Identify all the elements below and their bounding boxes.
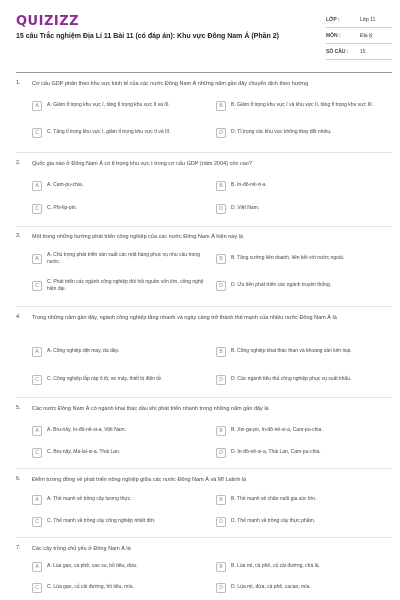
option-text: A. Bru-nây, In-đô-nê-xi-a, Việt Nam. [47, 427, 127, 434]
meta-row-subject [326, 28, 392, 44]
option-letter-badge: A [32, 495, 42, 505]
option-b[interactable] [216, 423, 388, 438]
option-a[interactable] [32, 423, 204, 438]
page-header [0, 0, 400, 70]
option-text: D. Tỉ trọng các khu vực không thay đổi nhiều. [231, 129, 332, 136]
option-c[interactable] [32, 445, 204, 460]
option-text: C. Thế mạnh về trồng cây công nghiệp nhiệt đới. [47, 518, 156, 525]
meta-key: MÔN : [326, 32, 341, 39]
option-letter-badge: A [32, 347, 42, 357]
option-d[interactable] [216, 580, 388, 595]
option-d[interactable] [216, 445, 388, 460]
option-letter-badge: D [216, 448, 226, 458]
option-text: C. Bru-nây, Ma-lai-xi-a, Thái Lan. [47, 449, 121, 456]
option-letter-badge: A [32, 101, 42, 111]
option-letter-badge: B [216, 347, 226, 357]
option-text: A. Giảm tỉ trọng khu vực I, tăng tỉ trọng khu vực II và III. [47, 102, 170, 109]
option-letter-badge: A [32, 562, 42, 572]
option-text: A. Cam-pu-chia. [47, 182, 84, 189]
option-letter-badge: B [216, 101, 226, 111]
option-c[interactable] [32, 201, 204, 216]
option-d[interactable] [216, 125, 388, 140]
option-text: D. Các ngành tiểu thủ công nghiệp phục vụ xuất khẩu. [231, 376, 352, 383]
question-text: Trong những năm gần đây, ngành công nghiệp tăng nhanh và ngày càng trở thành thế mạnh của nhiều nước Đông Nam Á là [32, 315, 337, 321]
option-letter-badge: A [32, 254, 42, 264]
option-text: D. In-đô-nê-xi-a, Thái Lan, Cam-pu-chia. [231, 449, 321, 456]
question-divider [16, 397, 392, 398]
question-number: 7. [16, 545, 21, 551]
option-letter-badge: B [216, 562, 226, 572]
question-text: Điểm tương đồng về phát triển nông nghiệp giữa các nước Đông Nam Á và Mĩ Latinh là [32, 477, 247, 483]
option-b[interactable] [216, 492, 388, 507]
option-letter-badge: C [32, 128, 42, 138]
option-letter-badge: C [32, 281, 42, 291]
header-rule [16, 72, 392, 73]
option-text: C. Tăng tỉ trọng khu vực I, giảm tỉ trọng khu vực II và III. [47, 129, 171, 136]
option-text: B. In-đô-nê-xi-a. [231, 182, 267, 189]
question-number: 3. [16, 233, 21, 239]
question-divider [16, 152, 392, 153]
meta-table [326, 12, 392, 60]
option-c[interactable] [32, 125, 204, 140]
option-text: B. Công nghiệp khai thác than và khoáng sản kim loại. [231, 348, 352, 355]
option-b[interactable] [216, 559, 388, 574]
option-letter-badge: C [32, 517, 42, 527]
option-d[interactable] [216, 201, 388, 216]
option-letter-badge: D [216, 128, 226, 138]
option-text: C. Lúa gạo, củ cải đường, hồ tiêu, mía. [47, 584, 134, 591]
meta-key: LỚP : [326, 16, 340, 23]
question-number: 6. [16, 476, 21, 482]
question-text: Các nước Đông Nam Á có ngành khai thác dầu khí phát triển nhanh trong những năm gần đây là [32, 406, 269, 412]
option-text: A. Chú trọng phát triển sản xuất các mặt hàng phục vụ nhu cầu trong nước. [47, 252, 200, 265]
meta-row-class [326, 12, 392, 28]
option-text: B. Giảm tỉ trọng khu vực I và khu vực II, tăng tỉ trọng khu vực III. [231, 102, 374, 109]
option-text: B. Tăng cường liên doanh, liên kết với nước ngoài. [231, 255, 345, 262]
option-b[interactable] [216, 251, 388, 266]
option-letter-badge: D [216, 517, 226, 527]
meta-value: 15 [360, 48, 366, 55]
option-text: C. Phát triển các ngành công nghiệp đòi hỏi nguồn vốn lớn, công nghệ hiện đại. [47, 279, 204, 292]
option-c[interactable] [32, 514, 204, 529]
question-text: Một trong những hướng phát triển công nghiệp của các nước Đông Nam Á hiện nay là [32, 234, 243, 240]
question-divider [16, 226, 392, 227]
option-c[interactable] [32, 580, 204, 595]
option-text: D. Lúa mì, dừa, cà phê, cacao, mía. [231, 584, 311, 591]
option-c[interactable] [32, 372, 204, 387]
question-divider [16, 306, 392, 307]
option-text: A. Thế mạnh về trồng cây lương thực. [47, 496, 132, 503]
option-b[interactable] [216, 344, 388, 359]
option-c[interactable] [32, 278, 204, 293]
option-letter-badge: D [216, 204, 226, 214]
option-letter-badge: C [32, 204, 42, 214]
meta-key: SỐ CÂU : [326, 48, 349, 55]
option-letter-badge: C [32, 583, 42, 593]
option-letter-badge: D [216, 375, 226, 385]
option-a[interactable] [32, 559, 204, 574]
option-text: B. Thế mạnh về chăn nuôi gia súc lớn. [231, 496, 317, 503]
option-b[interactable] [216, 98, 388, 113]
option-d[interactable] [216, 278, 388, 293]
question-divider [16, 468, 392, 469]
option-d[interactable] [216, 372, 388, 387]
option-letter-badge: A [32, 426, 42, 436]
question-number: 1. [16, 80, 21, 86]
option-letter-badge: C [32, 375, 42, 385]
option-a[interactable] [32, 178, 204, 193]
option-text: D. Thế mạnh về trồng cây thực phẩm. [231, 518, 316, 525]
option-d[interactable] [216, 514, 388, 529]
meta-row-count [326, 44, 392, 60]
option-letter-badge: D [216, 281, 226, 291]
question-number: 2. [16, 160, 21, 166]
option-letter-badge: B [216, 254, 226, 264]
option-text: D. Ưu tiên phát triển các ngành truyền thống. [231, 282, 332, 289]
option-a[interactable] [32, 251, 204, 266]
question-divider [16, 537, 392, 538]
page-title: 15 câu Trắc nghiệm Địa Lí 11 Bài 11 (có đáp án): Khu vực Đông Nam Á (Phần 2) [16, 33, 279, 40]
option-b[interactable] [216, 178, 388, 193]
question-number: 4. [16, 314, 21, 320]
option-letter-badge: A [32, 181, 42, 191]
option-text: B. Lúa mì, cà phê, củ cải đường, chà là. [231, 563, 320, 570]
option-letter-badge: B [216, 181, 226, 191]
option-text: B. Xin-ga-po, In-đô-nê-xi-a, Cam-pu-chia. [231, 427, 323, 434]
question-text: Cơ cấu GDP phân theo khu vực kinh tế của các nước Đông Nam Á những năm gần đây chuyển dịch theo hướng [32, 81, 309, 87]
option-letter-badge: C [32, 448, 42, 458]
quizizz-logo: QUIZIZZ [16, 14, 80, 29]
option-text: D. Việt Nam. [231, 205, 260, 212]
option-text: C. Công nghiệp lắp ráp ô tô, xe máy, thiết bị điện tử. [47, 376, 163, 383]
option-a[interactable] [32, 492, 204, 507]
question-text: Quốc gia nào ở Đông Nam Á có tỉ trọng khu vực I trong cơ cấu GDP (năm 2004) còn cao? [32, 161, 252, 167]
option-letter-badge: B [216, 495, 226, 505]
meta-value: Lớp 11 [360, 16, 376, 23]
question-text: Các cây trồng chủ yếu ở Đông Nam Á là [32, 546, 131, 552]
option-text: A. Lúa gạo, cà phê, cao su, hồ tiêu, dừa. [47, 563, 138, 570]
option-a[interactable] [32, 98, 204, 113]
option-text: A. Công nghiệp dệt may, da dày. [47, 348, 120, 355]
option-text: C. Phi-lip-pin. [47, 205, 78, 212]
option-a[interactable] [32, 344, 204, 359]
question-number: 5. [16, 405, 21, 411]
meta-value: Địa lý [360, 32, 373, 39]
option-letter-badge: B [216, 426, 226, 436]
option-letter-badge: D [216, 583, 226, 593]
